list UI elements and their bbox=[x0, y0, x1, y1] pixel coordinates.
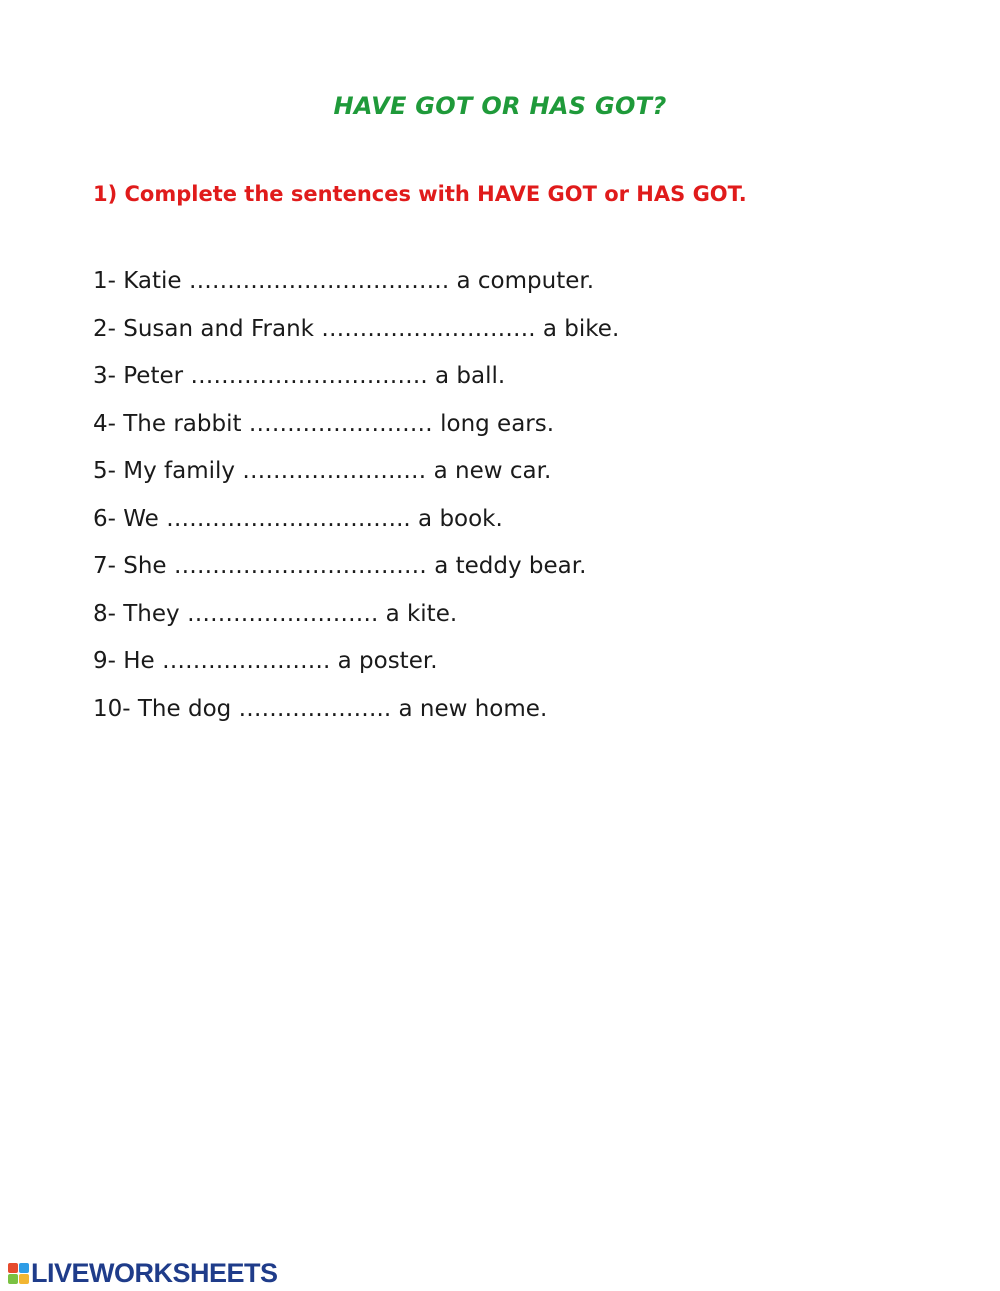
sentence-10: 10- The dog ……………….. a new home. bbox=[93, 695, 548, 722]
sentence-7: 7- She …………………………… a teddy bear. bbox=[93, 553, 587, 579]
logo-block-2 bbox=[19, 1263, 29, 1273]
logo-block-1 bbox=[8, 1263, 18, 1273]
sentence-5: 5- My family …………………… a new car. bbox=[93, 458, 552, 484]
sentence-1: 1- Katie ……………………………. a computer. bbox=[93, 268, 595, 294]
sentence-3: 3- Peter …………………………. a ball. bbox=[93, 363, 506, 389]
exercise-instruction: 1) Complete the sentences with HAVE GOT or HAS GOT. bbox=[93, 182, 747, 206]
sentence-9: 9- He …………………. a poster. bbox=[93, 648, 438, 674]
logo-text: LIVEWORKSHEETS bbox=[31, 1258, 278, 1288]
liveworksheets-logo-icon bbox=[8, 1263, 29, 1284]
sentence-2: 2- Susan and Frank ………………………. a bike. bbox=[93, 315, 620, 342]
sentence-list bbox=[93, 264, 619, 739]
sentence-4: 4- The rabbit …………………… long ears. bbox=[93, 410, 555, 437]
sentence-8: 8- They ……………………. a kite. bbox=[93, 600, 458, 627]
sentence-6: 6- We ………………………….. a book. bbox=[93, 505, 503, 532]
worksheet-title: HAVE GOT OR HAS GOT? bbox=[333, 92, 667, 120]
footer-logo[interactable] bbox=[8, 1258, 278, 1288]
logo-block-4 bbox=[19, 1274, 29, 1284]
logo-block-3 bbox=[8, 1274, 18, 1284]
